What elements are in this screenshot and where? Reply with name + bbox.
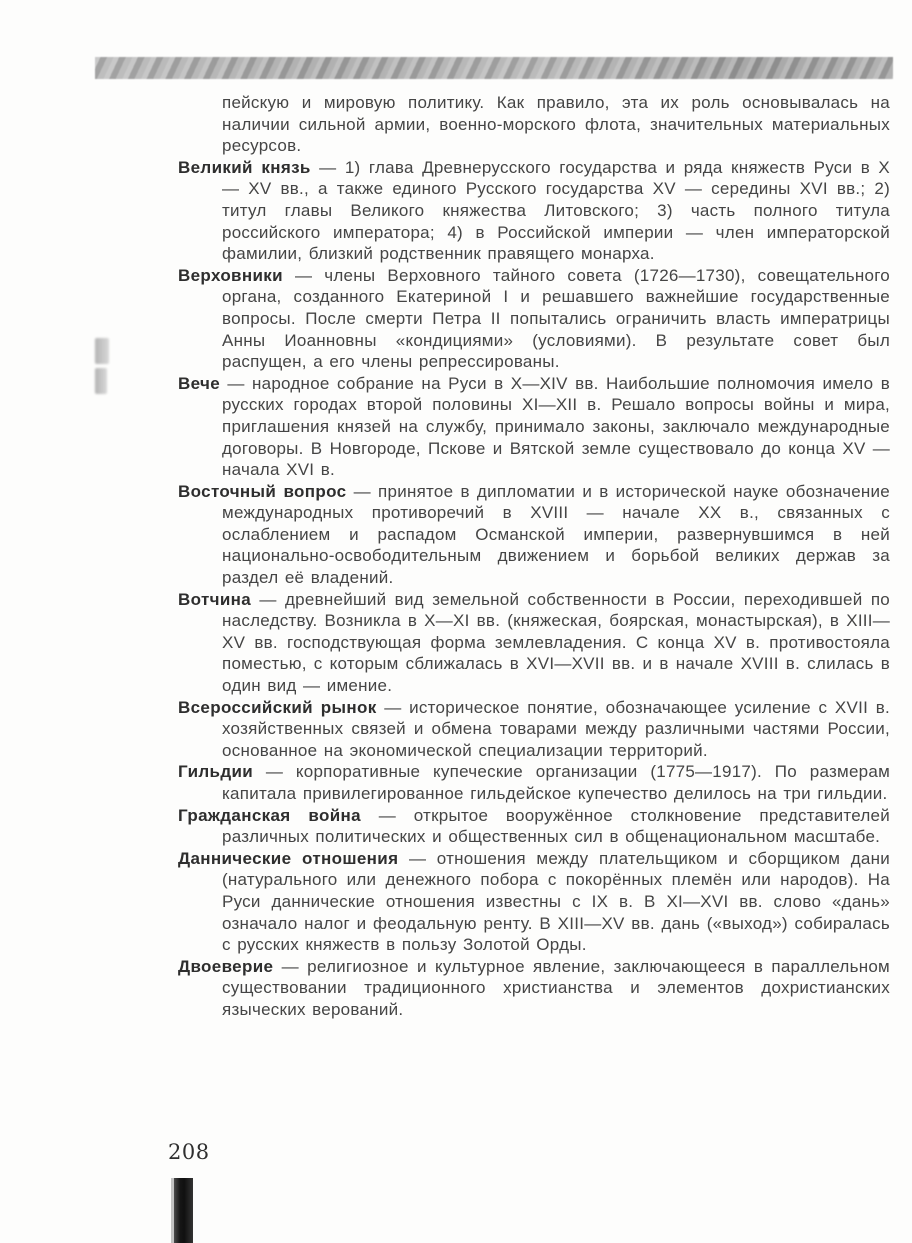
glossary-entry [178, 373, 890, 481]
glossary-term: Даннические отношения [178, 848, 399, 868]
glossary-term: Верховники [178, 265, 283, 285]
glossary-entry [178, 265, 890, 373]
glossary-term: Великий князь [178, 157, 311, 177]
definition-text: — религиозное и культурное явление, заключающееся в параллельном существовании традиционного христианства и элементов дохристианских языческих верований. [222, 956, 890, 1019]
glossary-entry [178, 157, 890, 265]
glossary-entry [178, 761, 890, 804]
glossary-entry [178, 848, 890, 956]
glossary-term: Восточный вопрос [178, 481, 347, 501]
definition-text: — отношения между плательщиком и сборщиком дани (натурального или денежного побора с покорённых племён или народов). На Руси даннические отношения известны с IX в. В XI—XVI вв. слово «дань» означало налог и феодальную ренту. В XIII—XV вв. дань («выход») собиралась с русских княжеств в пользу Золотой Орды. [222, 848, 890, 955]
definition-text: — корпоративные купеческие организации (1775—1917). По размерам капитала привилегированное гильдейское купечество делилось на три гильдии. [222, 762, 891, 803]
definition-text: — древнейший вид земельной собственности в России, переходившей по наследству. Возникла в X—XI вв. (княжеская, боярская, монастырская), в XIII—XV вв. господствующая форма землевладения. С конца XV в. противостояла поместью, с которым сближалась в XVI—XVII вв. и в начале XVIII в. слилась в один вид — имение. [222, 589, 890, 696]
glossary-term: Гражданская война [178, 805, 361, 825]
definition-text: — историческое понятие, обозначающее усиление с XVII в. хозяйственных связей и обмена товарами между различными частями России, основанное на экономической специализации территорий. [222, 697, 890, 760]
definition-text: пейскую и мировую политику. Как правило, эта их роль основывалась на наличии сильной армии, военно-морского флота, значительных материальных ресурсов. [222, 93, 890, 156]
glossary-entry [178, 481, 890, 589]
margin-smudge [95, 338, 109, 364]
glossary-entry [178, 956, 890, 1021]
definition-text: — 1) глава Древнерусского государства и ряда княжеств Руси в X — XV вв., а также единого Русского государства XV — середины XVI вв.; 2) титул главы Великого княжества Литовского; 3) часть полного титула российского императора; 4) в Российской империи — член императорской фамилии, близкий родственник правящего монарха. [222, 157, 891, 264]
glossary-term: Вече [178, 373, 221, 393]
glossary-entry [178, 589, 890, 697]
glossary-term: Двоеверие [178, 956, 274, 976]
margin-smudge [95, 368, 107, 394]
glossary-term: Всероссийский рынок [178, 697, 377, 717]
glossary-term: Вотчина [178, 589, 252, 609]
glossary-entry [178, 697, 890, 762]
page-number: 208 [168, 1140, 210, 1164]
decorative-scan-band [95, 57, 893, 79]
definition-text: — члены Верховного тайного совета (1726—1730), совещательного органа, созданного Екатериной I и решавшего важнейшие государственные вопросы. После смерти Петра II попытались ограничить власть императрицы Анны Иоанновны «кондициями» (условиями). В результате совет был распущен, а его члены репрессированы. [222, 265, 890, 372]
glossary-entry [178, 805, 890, 848]
glossary-entry-continuation [178, 92, 890, 157]
glossary-term: Гильдии [178, 762, 254, 782]
definition-text: — открытое вооружённое столкновение представителей различных политических и общественных сил в общенациональном масштабе. [222, 805, 890, 847]
definition-text: — принятое в дипломатии и в исторической науке обозначение международных противоречий в XVIII — начале XX в., связанных с ослаблением и распадом Османской империи, развернувшимся в ней национально-освободительным движением и борьбой великих держав за раздел её владений. [222, 481, 891, 588]
binding-corner-tab [171, 1178, 193, 1243]
glossary-text-block [178, 92, 890, 1021]
definition-text: — народное собрание на Руси в X—XIV вв. Наибольшие полномочия имело в русских городах второй половины XI—XII в. Решало вопросы войны и мира, приглашения князей на службу, принимало законы, заключало международные договоры. В Новгороде, Пскове и Вятской земле существовало до конца XV — начала XVI в. [222, 373, 890, 480]
